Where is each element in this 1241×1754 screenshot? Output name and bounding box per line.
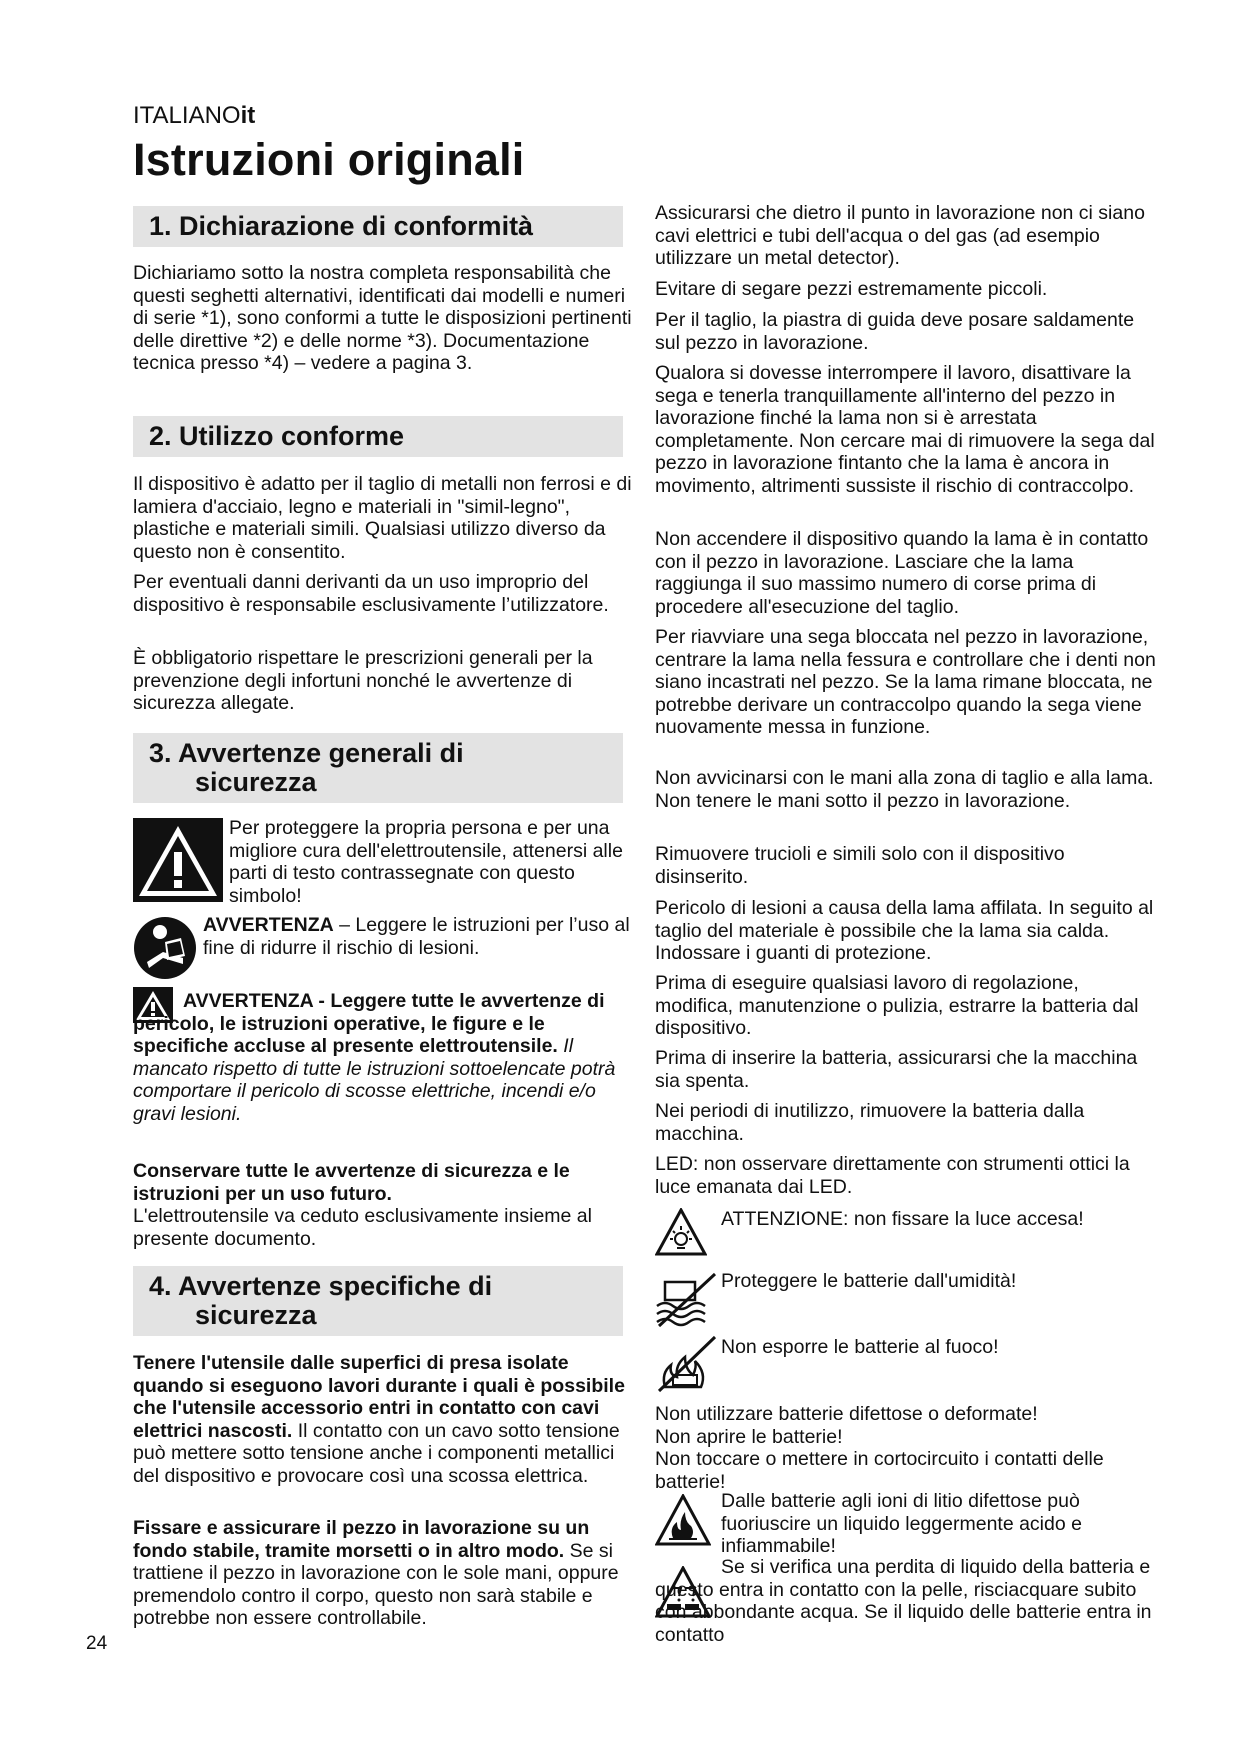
- battery-rules-text: [655, 1403, 1160, 1493]
- hands-away-text: Non avvicinarsi con le mani alla zona di taglio e alla lama. Non tenere le mani sotto il pezzo in lavorazione.: [655, 767, 1154, 812]
- language-code: it: [240, 102, 256, 129]
- led-optics-text: LED: non osservare direttamente con strumenti ottici la luce emanata dai LED.: [655, 1153, 1130, 1198]
- secure-workpiece-body: Se si trattiene il pezzo in lavorazione con le sole mani, oppure premendolo contro il corpo, questo non sarà stabile e potrebbe non essere controllabile.: [133, 1539, 619, 1629]
- small-pieces-text: Evitare di segare pezzi estremamente piccoli.: [655, 278, 1048, 300]
- insulated-grip-text: [133, 1352, 638, 1487]
- sharp-blade-text: Pericolo di lesioni a causa della lama affilata. In seguito al taglio del materiale è possibile che la lama sia calda. Indossare i guanti di protezione.: [655, 897, 1154, 964]
- no-moisture-icon: [655, 1272, 717, 1328]
- section-heading-line: sicurezza: [195, 767, 317, 797]
- accident-prevention-text: È obbligatorio rispettare le prescrizioni generali per la prevenzione degli infortuni nonché le avvertenze di sicurezza allegate.: [133, 647, 593, 714]
- fire-text: Non esporre le batterie al fuoco!: [721, 1336, 999, 1358]
- secure-workpiece-text: [133, 1517, 638, 1630]
- warning-label: AVVERTENZA: [203, 914, 334, 936]
- insulated-grip-body: Il contatto con un cavo sotto tensione può mettere sotto tensione anche i componenti metallici del dispositivo e provocare così una scossa elettrica.: [133, 1419, 620, 1487]
- remove-chips-text: Rimuovere trucioli e simili solo con il dispositivo disinserito.: [655, 843, 1065, 888]
- led-warning-icon: [655, 1208, 707, 1256]
- interrupt-work-text: Qualora si dovesse interrompere il lavoro, disattivare la sega e tenerla tranquillamente all'interno del pezzo in lavorazione finché la lama non si è arrestata completamente. Non cercare mai di rimuovere la sega dal pezzo in lavorazione fintanto che la lama è ancora in movimento, altrimenti sussiste il rischio di contraccolpo.: [655, 362, 1155, 497]
- language-name: ITALIANO: [133, 102, 241, 129]
- symbol-explanation-text: Per proteggere la propria persona e per una migliore cura dell'elettroutensile, attenersi alle parti di testo contrassegnate con questo simbolo!: [229, 817, 623, 907]
- read-manual-icon: [133, 916, 197, 980]
- no-fire-icon: [655, 1335, 717, 1393]
- acid-liquid-text: Dalle batterie agli ioni di litio difettose può fuoriuscire un liquido leggermente acido e infiammabile!: [721, 1490, 1082, 1557]
- hidden-cables-text: Assicurarsi che dietro il punto in lavorazione non ci siano cavi elettrici e tubi dell'acqua o del gas (ad esempio utilizzare un metal detector).: [655, 202, 1145, 269]
- no-touch-text: Non toccare o mettere in cortocircuito i contatti delle batterie!: [655, 1448, 1104, 1493]
- switch-on-text: Non accendere il dispositivo quando la lama è in contatto con il pezzo in lavorazione. Lasciare che la lama raggiunga il suo massimo numero di corse prima di procedere all'esecuzione del taglio.: [655, 528, 1149, 618]
- no-open-text: Non aprire le batterie!: [655, 1425, 843, 1448]
- section-heading-declaration: 1. Dichiarazione di conformità: [133, 206, 623, 247]
- inactivity-text: Nei periodi di inutilizzo, rimuovere la batteria dalla macchina.: [655, 1100, 1085, 1145]
- page-number: 24: [86, 1633, 108, 1654]
- section-heading-intended-use: 2. Utilizzo conforme: [133, 416, 623, 457]
- flammable-icon: [655, 1494, 711, 1546]
- read-manual-warning: [203, 914, 643, 959]
- keep-instructions-body: L'elettroutensile va ceduto esclusivamente insieme al presente documento.: [133, 1205, 592, 1250]
- keep-instructions-text: [133, 1160, 638, 1250]
- misuse-responsibility-text: Per eventuali danni derivanti da un uso improprio del dispositivo è responsabile esclusivamente l’utilizzatore.: [133, 571, 609, 616]
- intended-use-text: Il dispositivo è adatto per il taglio di metalli non ferrosi e di lamiera d'acciaio, legno e materiali in "simil-legno", plastiche e materiali simili. Qualsiasi utilizzo diverso da questo non è consentito.: [133, 473, 632, 563]
- led-warning-text: ATTENZIONE: non fissare la luce accesa!: [721, 1208, 1084, 1230]
- battery-insert-text: Prima di inserire la batteria, assicurarsi che la macchina sia spenta.: [655, 1047, 1138, 1092]
- keep-instructions-bold: Conservare tutte le avvertenze di sicurezza e le istruzioni per un uso futuro.: [133, 1160, 570, 1205]
- moisture-text: Proteggere le batterie dall'umidità!: [721, 1270, 1017, 1292]
- language-label: [133, 101, 255, 131]
- section-heading-line: 3. Avvertenze generali di: [149, 738, 464, 768]
- section-heading-specific-safety: [133, 1266, 623, 1336]
- read-manual-text: – Leggere le istruzioni per l’uso al fine di ridurre il rischio di lesioni.: [203, 914, 630, 959]
- no-defective-text: Non utilizzare batterie difettose o deformate!: [655, 1403, 1038, 1425]
- guide-plate-text: Per il taglio, la piastra di guida deve posare saldamente sul pezzo in lavorazione.: [655, 309, 1135, 354]
- general-warning-bold: AVVERTENZA - Leggere tutte le avvertenze di pericolo, le istruzioni operative, le figure e le specifiche accluse al presente elettroutensile.: [133, 990, 605, 1057]
- general-warning-italic: Il mancato rispetto di tutte le istruzioni sottoelencate potrà comportare il pericolo di scosse elettriche, incendi e/o gravi lesioni.: [133, 1035, 616, 1125]
- section-heading-line: sicurezza: [195, 1300, 317, 1330]
- secure-workpiece-bold: Fissare e assicurare il pezzo in lavorazione su un fondo stabile, tramite morsetti o in altro modo.: [133, 1517, 590, 1562]
- warning-triangle-icon: [133, 818, 223, 902]
- page-title: Istruzioni originali: [133, 134, 525, 185]
- restart-saw-text: Per riavviare una sega bloccata nel pezzo in lavorazione, centrare la lama nella fessura e controllare che i denti non siano incastrati nel pezzo. Se la lama rimane bloccata, ne potrebbe derivare un contraccolpo quando la sega viene nuovamente messa in funzione.: [655, 626, 1156, 738]
- general-warning-text: [133, 990, 638, 1125]
- insulated-grip-bold: Tenere l'utensile dalle superfici di presa isolate quando si eseguono lavori durante i quali è possibile che l'utensile accessorio entri in contatto con cavi elettrici nascosti.: [133, 1352, 625, 1442]
- section-heading-general-safety: [133, 733, 623, 803]
- remove-battery-text: Prima di eseguire qualsiasi lavoro di regolazione, modifica, manutenzione o pulizia, estrarre la batteria dal dispositivo.: [655, 972, 1139, 1039]
- leak-text: Se si verifica una perdita di liquido della batteria e questo entra in contatto con la pelle, risciacquare subito con abbondante acqua. Se il liquido delle batterie entra in contatto: [655, 1556, 1152, 1646]
- section-heading-line: 4. Avvertenze specifiche di: [149, 1271, 493, 1301]
- declaration-text: Dichiariamo sotto la nostra completa responsabilità che questi seghetti alternativi, identificati dai modelli e numeri di serie *1), sono conformi a tutte le disposizioni pertinenti delle direttive *2) e delle norme *3). Documentazione tecnica presso *4) – vedere a pagina 3.: [133, 262, 632, 374]
